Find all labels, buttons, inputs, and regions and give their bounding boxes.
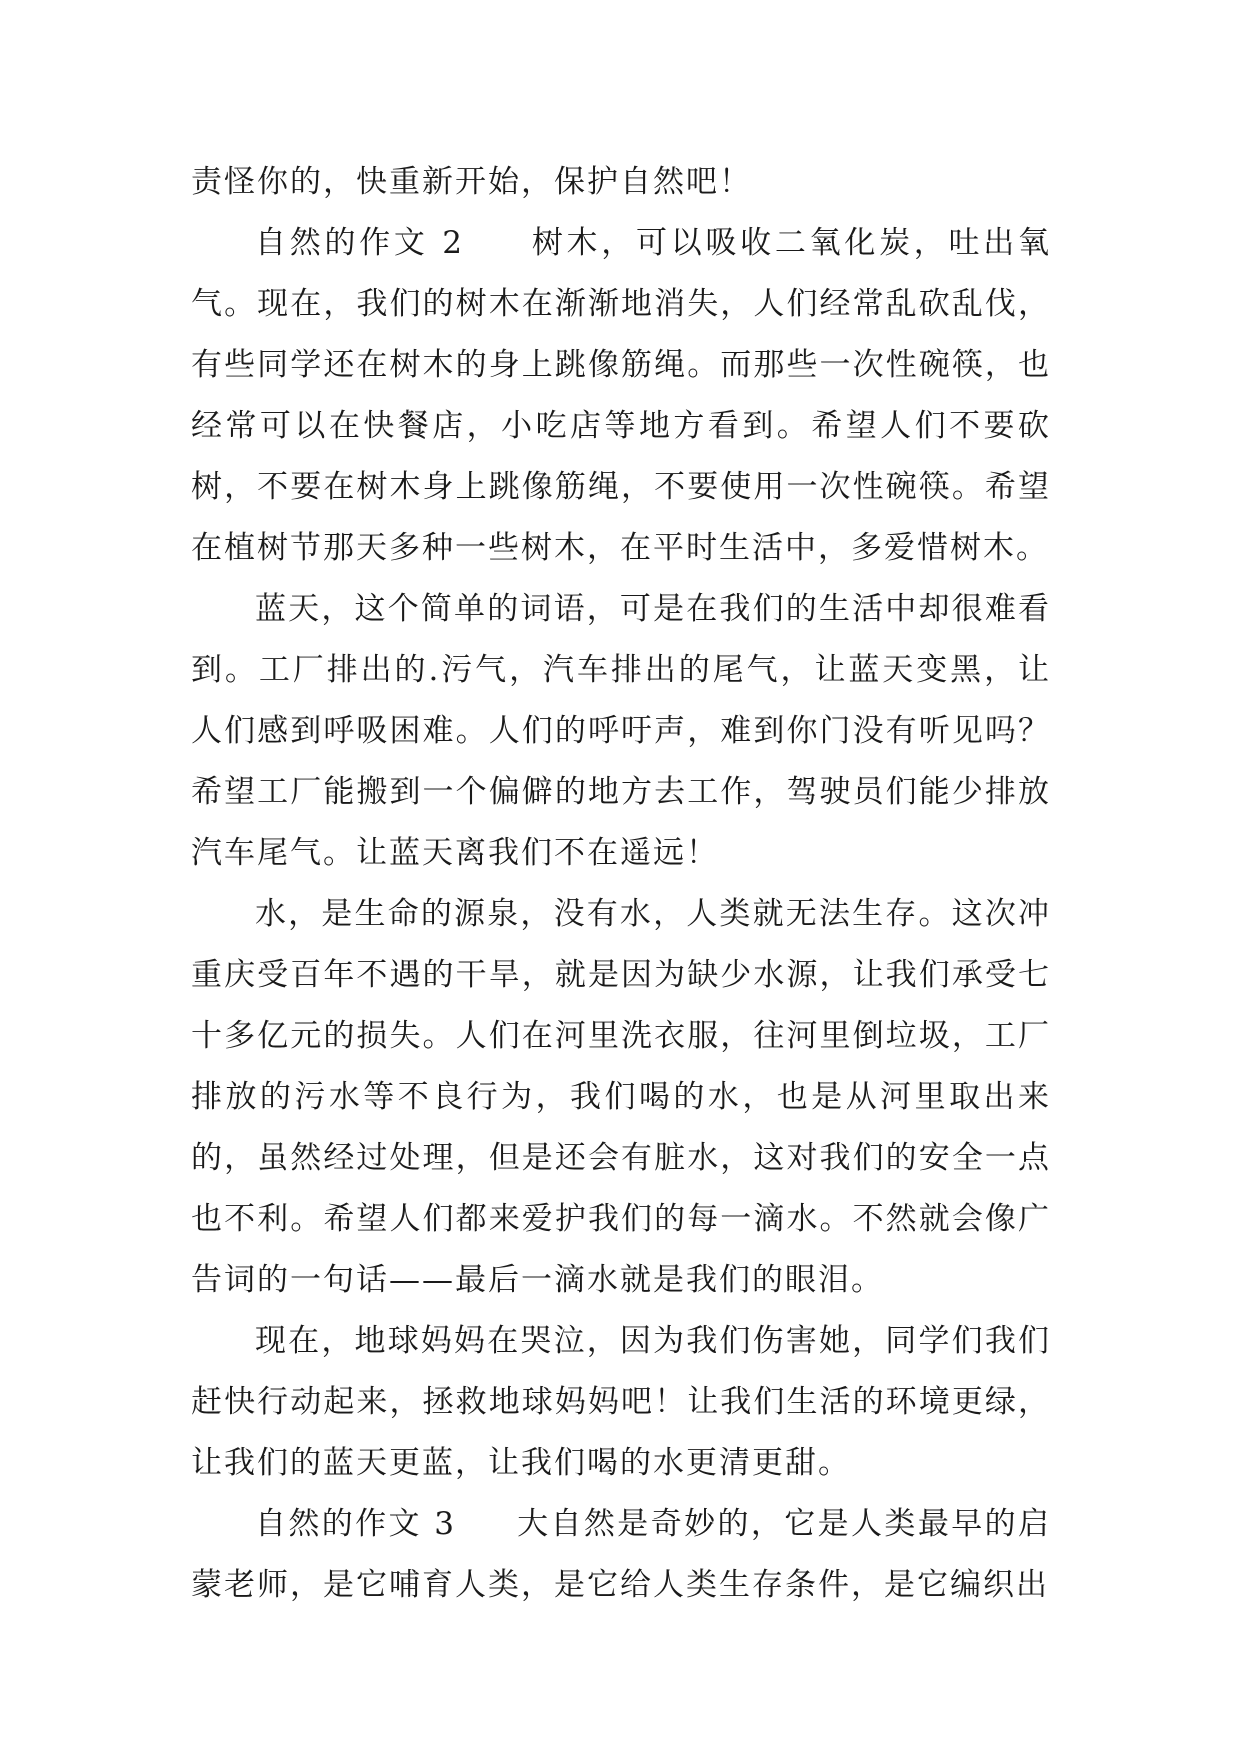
paragraph-blue-sky: 蓝天，这个简单的词语，可是在我们的生活中却很难看到。工厂排出的.污气，汽车排出的尾气，让蓝天变黑，让人们感到呼吸困难。人们的呼吁声，难到你门没有听见吗？希望工厂能搬到一个偏僻的地方去工作，驾驶员们能少排放汽车尾气。让蓝天离我们不在遥远！: [191, 591, 1051, 871]
paragraph-essay-3-nature: 自然的作文 3 大自然是奇妙的，它是人类最早的启蒙老师，是它哺育人类，是它给人类生存条件，是它编织出: [191, 1506, 1051, 1603]
paragraph-essay-2-trees: 自然的作文 2 树木，可以吸收二氧化炭，吐出氧气。现在，我们的树木在渐渐地消失，人们经常乱砍乱伐，有些同学还在树木的身上跳像筋绳。而那些一次性碗筷，也经常可以在快餐店，小吃店等地方看到。希望人们不要砍树，不要在树木身上跳像筋绳，不要使用一次性碗筷。希望在植树节那天多种一些树木，在平时生活中，多爱惜树木。: [191, 225, 1051, 566]
paragraph-earth-mother: 现在，地球妈妈在哭泣，因为我们伤害她，同学们我们赶快行动起来，拯救地球妈妈吧！让我们生活的环境更绿，让我们的蓝天更蓝，让我们喝的水更清更甜。: [191, 1323, 1051, 1481]
paragraph-continuation: 责怪你的，快重新开始，保护自然吧！: [191, 164, 752, 200]
paragraph-water: 水，是生命的源泉，没有水，人类就无法生存。这次冲重庆受百年不遇的干旱，就是因为缺少水源，让我们承受七十多亿元的损失。人们在河里洗衣服，往河里倒垃圾，工厂排放的污水等不良行为，我们喝的水，也是从河里取出来的，虽然经过处理，但是还会有脏水，这对我们的安全一点也不利。希望人们都来爱护我们的每一滴水。不然就会像广告词的一句话——最后一滴水就是我们的眼泪。: [191, 896, 1051, 1298]
document-page: [191, 152, 1051, 1616]
